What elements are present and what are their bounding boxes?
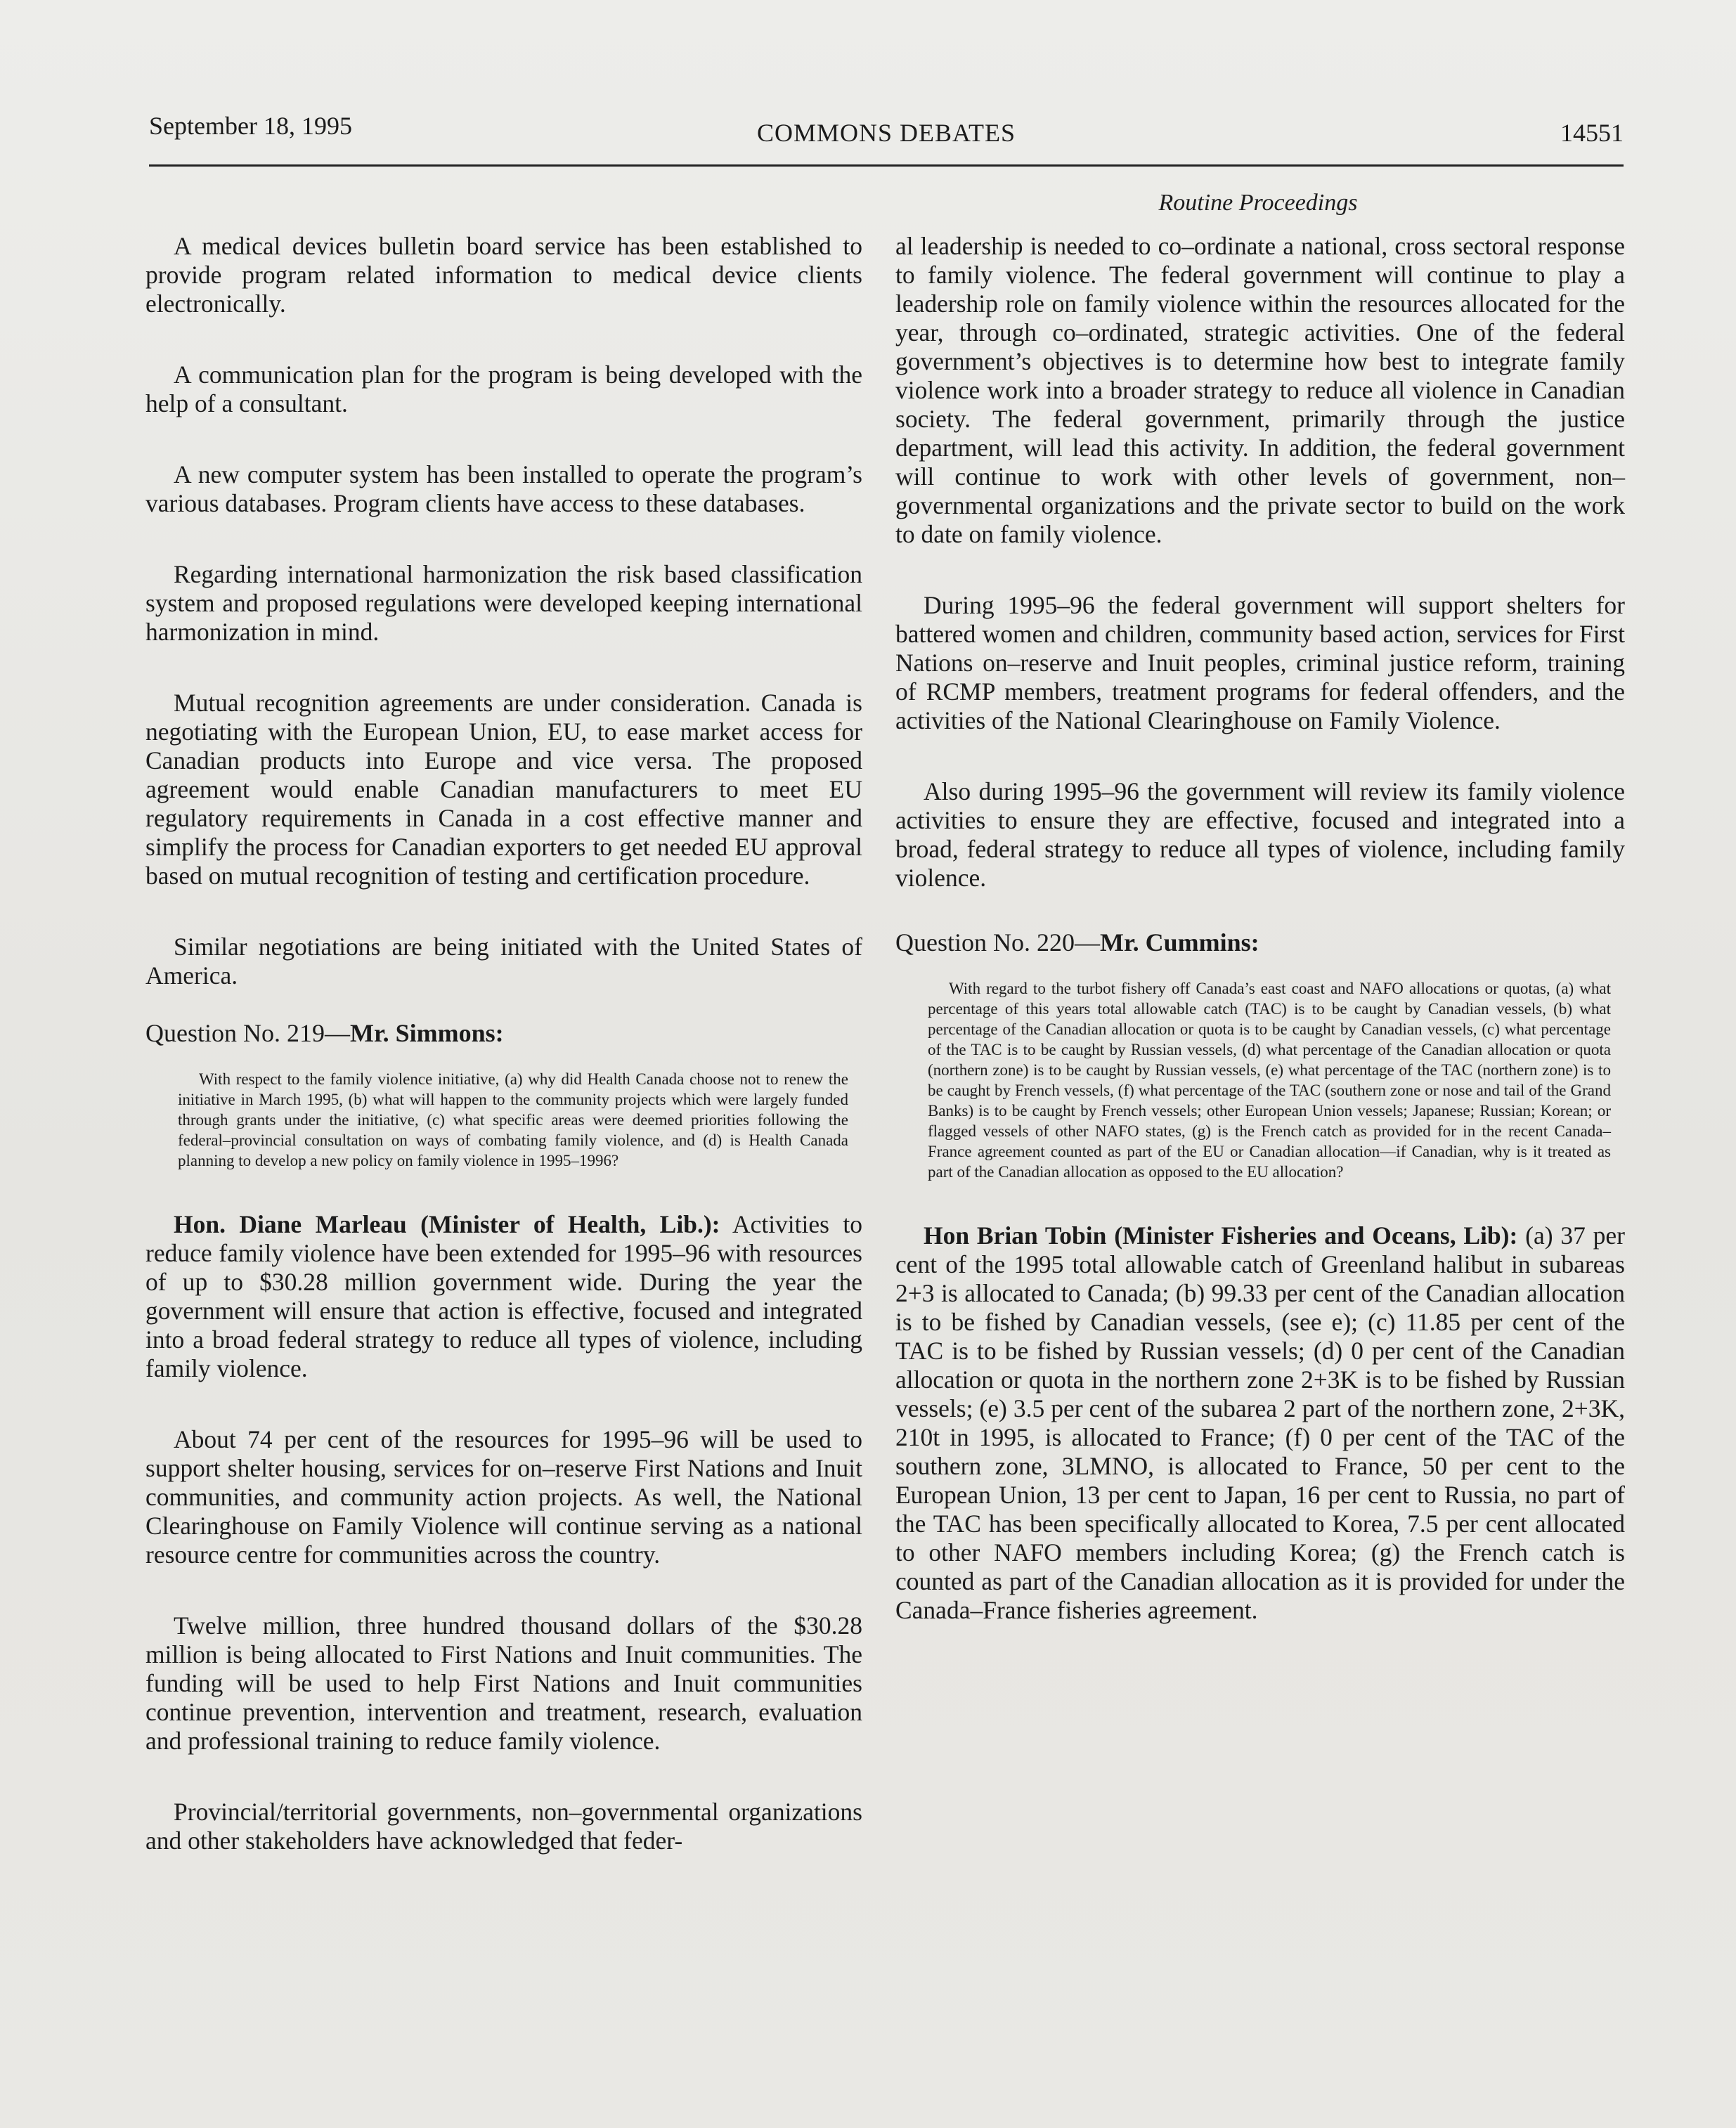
paragraph: Regarding international harmonization the risk based classification system and proposed regulations were developed keeping international harmonization in mind. — [145, 560, 862, 646]
page-header — [149, 105, 1624, 155]
paragraph: Also during 1995–96 the government will review its family violence activities to ensure they are effective, focused and integrated into a broad, federal strategy to reduce all types of violence, including family violence. — [895, 777, 1625, 892]
answer-219-paragraph — [145, 1210, 862, 1383]
question-member: Mr. Simmons: — [350, 1019, 504, 1047]
header-page-number: 14551 — [1560, 119, 1624, 147]
paragraph: During 1995–96 the federal government will support shelters for battered women and children, community based action, services for First Nations on–reserve and Inuit peoples, criminal justice reform, training of RCMP members, treatment programs for federal offenders, and the activities of the National Clearinghouse on Family Violence. — [895, 591, 1625, 734]
question-member: Mr. Cummins: — [1100, 928, 1259, 956]
paragraph: Twelve million, three hundred thousand dollars of the $30.28 million is being allocated to First Nations and Inuit communities. The funding will be used to help First Nations and Inuit communities continue prevention, intervention and treatment, research, evaluation and professional training to reduce family violence. — [145, 1611, 862, 1755]
header-rule — [149, 164, 1624, 167]
header-title: COMMONS DEBATES — [756, 119, 1016, 147]
paragraph: A new computer system has been installed to operate the program’s various databases. Program clients have access to these databases. — [145, 460, 862, 517]
section-subheading: Routine Proceedings — [1158, 190, 1358, 216]
paragraph: About 74 per cent of the resources for 1995–96 will be used to support shelter housing, services for on–reserve First Nations and Inuit communities, and community action projects. As well, the National Clearinghouse on Family Violence will continue serving as a national resource centre for communities across the country. — [145, 1425, 862, 1569]
question-219-text: With respect to the family violence initiative, (a) why did Health Canada choose not to renew the initiative in March 1995, (b) what will happen to the community projects which were largely funded through grants under the initiative, (c) what specific areas were deemed priorities following the federal–provincial consultation on ways of combating family violence, and (d) is Health Canada planning to develop a new policy on family violence in 1995–1996? — [178, 1070, 848, 1169]
answer-text: (a) 37 per cent of the 1995 total allowable catch of Greenland halibut in subareas 2+3 is allocated to Canada; (b) 99.33 per cent of the Canadian allocation is to be fished by Canadian vessels, (see e); (c) 11.85 per cent of the TAC is to be fished by Russian vessels; (d) 0 per cent of the Canadian allocation or quota in the northern zone 2+3K is to be fished by Russian vessels; (e) 3.5 per cent of the subarea 2 part of the northern zone, 2+3K, 210t in 1995, is allocated to France; (f) 0 per cent of the TAC of the southern zone, 3LMNO, is allocated to France, 50 per cent to the European Union, 13 per cent to Japan, 16 per cent to Russia, no part of the TAC has been specifically allocated to Korea, 7.5 per cent allocated to other NAFO members including Korea; (g) the French catch is counted as part of the Canadian allocation as it is provided for under the Canada–France fisheries agreement. — [895, 1221, 1625, 1624]
answer-220-paragraph — [895, 1221, 1625, 1625]
paragraph: Similar negotiations are being initiated with the United States of America. — [145, 933, 862, 990]
left-column — [145, 232, 862, 1897]
answer-text: Activities to reduce family violence have been extended for 1995–96 with resources of up to $30.28 million government wide. During the year the government will ensure that action is effective, focused and integrated into a broad federal strategy to reduce all types of violence, including family violence. — [145, 1210, 862, 1382]
header-date: September 18, 1995 — [149, 112, 352, 140]
paragraph: Provincial/territorial governments, non–governmental organizations and other stakeholders have acknowledged that feder- — [145, 1798, 862, 1855]
question-label: Question No. 220— — [895, 928, 1100, 956]
question-219-heading — [145, 1018, 862, 1048]
paragraph: A medical devices bulletin board service has been established to provide program related information to medical device clients electronically. — [145, 232, 862, 318]
paragraph: al leadership is needed to co–ordinate a national, cross sectoral response to family violence. The federal government will continue to play a leadership role on family violence within the resources allocated for the year, through co–ordinated, strategic activities. One of the federal government’s objectives is to determine how best to integrate family violence work into a broader strategy to reduce all violence in Canadian society. The federal government, primarily through the justice department, will lead this activity. In addition, the federal government will continue to work with other levels of government, non–governmental organizations and the private sector to build on the work to date on family violence. — [895, 232, 1625, 548]
right-column — [895, 232, 1625, 1667]
paragraph: Mutual recognition agreements are under consideration. Canada is negotiating with the European Union, EU, to ease market access for Canadian products into Europe and vice versa. The proposed agreement would enable Canadian manufacturers to meet EU regulatory requirements in Canada in a cost effective manner and simplify the process for Canadian exporters to get needed EU approval based on mutual recognition of testing and certification procedure. — [145, 689, 862, 890]
question-label: Question No. 219— — [145, 1019, 350, 1047]
question-220-text: With regard to the turbot fishery off Canada’s east coast and NAFO allocations or quotas, (a) what percentage of this years total allowable catch (TAC) is to be caught by Canadian vessels, (b) what percentage of the Canadian allocation or quota is to be caught by Canadian vessels, (c) what percentage of the TAC is to be caught by Russian vessels, (d) what percentage of the Canadian allocation or quota (northern zone) is to be caught by Russian vessels, (e) what percentage of the TAC (northern zone) is to be caught by French vessels, (f) what percentage of the TAC (southern zone or nose and tail of the Grand Banks) is to be caught by French vessels; other European Union vessels; Japanese; Russian; Korean; or flagged vessels of other NAFO states, (g) is the French catch as provided for in the recent Canada–France agreement counted as part of the EU or Canadian allocation—if Canadian, why is it treated as part of the Canadian allocation as opposed to the EU allocation? — [928, 980, 1611, 1181]
question-220-heading — [895, 928, 1625, 957]
answer-speaker: Hon Brian Tobin (Minister Fisheries and Oceans, Lib): — [924, 1221, 1518, 1250]
paragraph: A communication plan for the program is being developed with the help of a consultant. — [145, 361, 862, 417]
answer-speaker: Hon. Diane Marleau (Minister of Health, Lib.): — [174, 1210, 720, 1238]
